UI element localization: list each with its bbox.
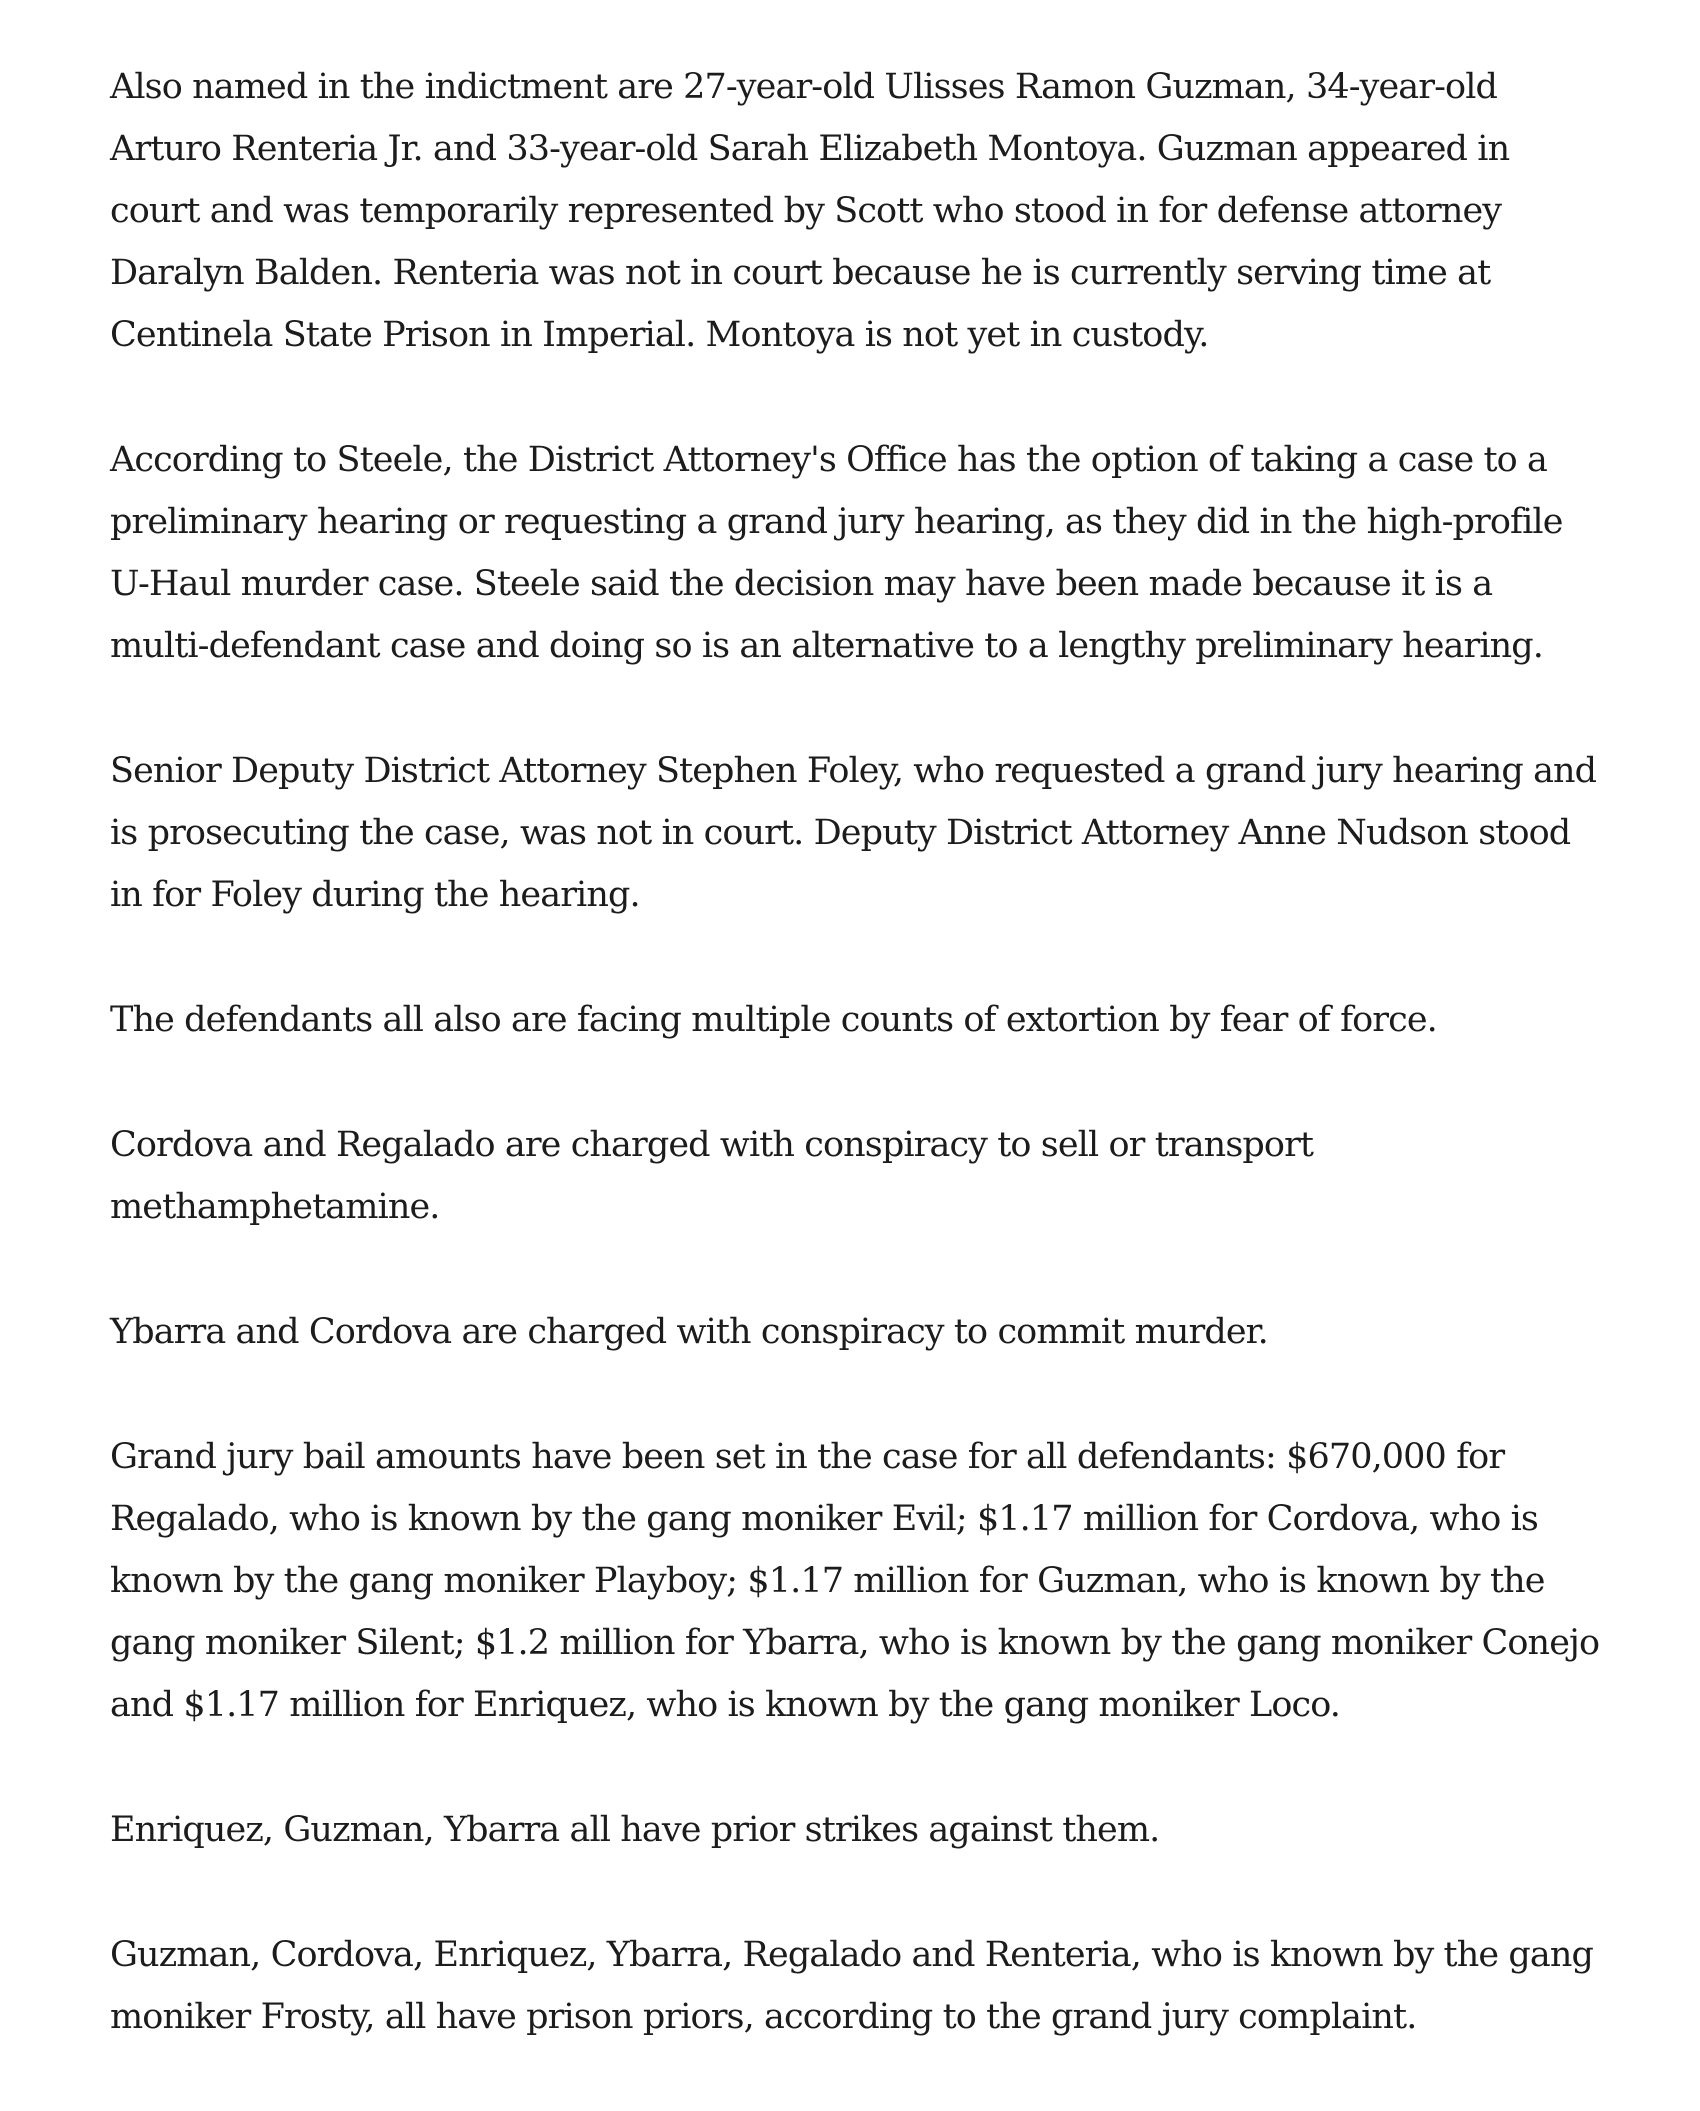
paragraph-murder-conspiracy: Ybarra and Cordova are charged with conspiracy to commit murder. <box>110 1312 1268 1352</box>
paragraph-grand-jury-option: According to Steele, the District Attorney's Office has the option of taking a case to a preliminary hearing or requesting a grand jury hearing, as they did in the high-profile U-Haul murder case. Steele said the decision may have been made because it is a multi-defendant case and doing so is an alternative to a lengthy preliminary hearing. <box>110 440 1563 666</box>
paragraph-prosecutor: Senior Deputy District Attorney Stephen Foley, who requested a grand jury hearing and is prosecuting the case, was not in court. Deputy District Attorney Anne Nudson stood in for Foley during the hearing. <box>110 751 1597 915</box>
paragraph-prior-strikes: Enriquez, Guzman, Ybarra all have prior strikes against them. <box>110 1810 1160 1850</box>
paragraph-extortion: The defendants all also are facing multiple counts of extortion by fear of force. <box>110 1000 1437 1040</box>
paragraph-prison-priors: Guzman, Cordova, Enriquez, Ybarra, Regalado and Renteria, who is known by the gang moniker Frosty, all have prison priors, according to the grand jury complaint. <box>110 1935 1594 2037</box>
paragraph-indictment-names: Also named in the indictment are 27-year-old Ulisses Ramon Guzman, 34-year-old Arturo Renteria Jr. and 33-year-old Sarah Elizabeth Montoya. Guzman appeared in court and was temporarily represented by Scott who stood in for defense attorney Daralyn Balden. Renteria was not in court because he is currently serving time at Centinela State Prison in Imperial. Montoya is not yet in custody. <box>110 67 1510 355</box>
article-body <box>110 56 1600 2111</box>
paragraph-methamphetamine: Cordova and Regalado are charged with conspiracy to sell or transport methamphetamine. <box>110 1125 1314 1227</box>
paragraph-bail-amounts: Grand jury bail amounts have been set in the case for all defendants: $670,000 for Regalado, who is known by the gang moniker Evil; $1.17 million for Cordova, who is known by the gang moniker Playboy; $1.17 million for Guzman, who is known by the gang moniker Silent; $1.2 million for Ybarra, who is known by the gang moniker Conejo and $1.17 million for Enriquez, who is known by the gang moniker Loco. <box>110 1437 1600 1725</box>
